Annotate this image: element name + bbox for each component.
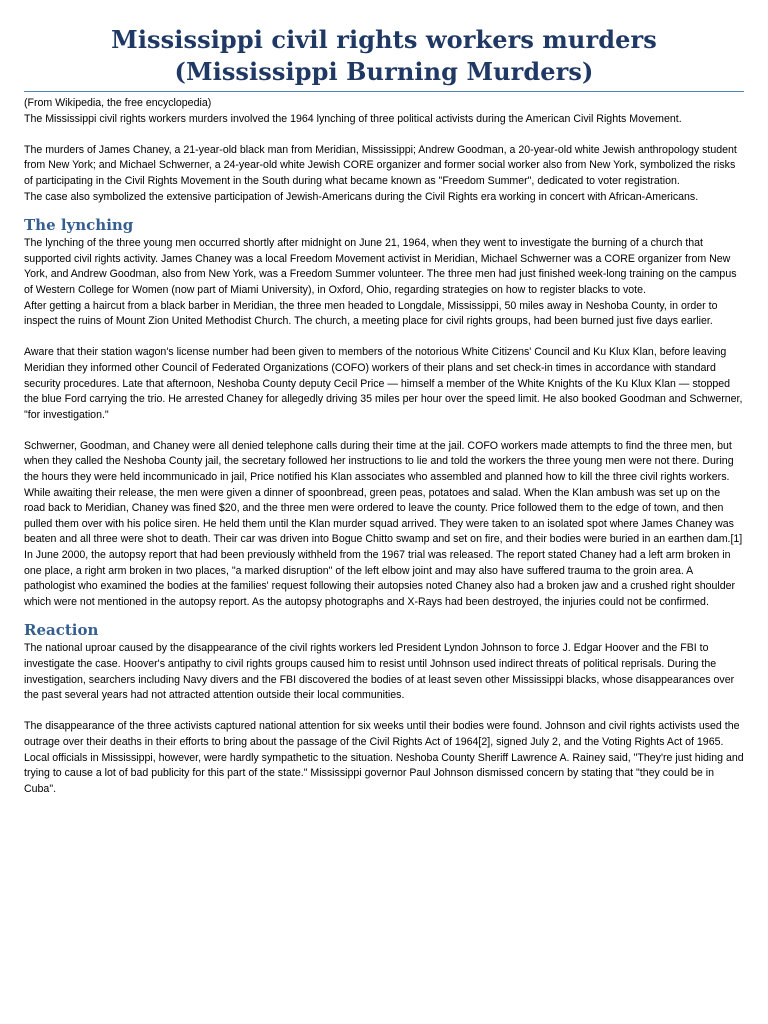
lynching-paragraph-2: After getting a haircut from a black barber in Meridian, the three men headed to Longdale, Mississippi, 50 miles away in Neshoba County, in order to inspect the ruins of Mount Zion United Methodist Church. The church, a meeting place for civil rights groups, had been burned just five days earlier.: [24, 299, 718, 328]
paragraph-gap: [24, 127, 744, 143]
intro-paragraph-1: The Mississippi civil rights workers murders involved the 1964 lynching of three political activists during the American Civil Rights Movement.: [24, 112, 682, 125]
title-line-1: Mississippi civil rights workers murders: [111, 25, 657, 54]
document-page: [24, 24, 744, 797]
lynching-paragraph-4: Schwerner, Goodman, and Chaney were all denied telephone calls during their time at the jail. COFO workers made attempts to find the three men, but when they called the Neshoba County jail, the secretary followed her instructions to lie and told the workers the three young men were not there. During the hours they were held incommunicado in jail, Price notified his Klan associates who assembled and planned how to kill the three civil rights workers.: [24, 439, 734, 484]
intro-paragraph-3: The case also symbolized the extensive participation of Jewish-Americans during the Civil Rights era working in concert with African-Americans.: [24, 190, 699, 203]
source-note: (From Wikipedia, the free encyclopedia): [24, 97, 212, 109]
paragraph-gap: [24, 423, 744, 439]
intro-paragraph-2: The murders of James Chaney, a 21-year-old black man from Meridian, Mississippi; Andrew Goodman, a 20-year-old white Jewish anthropology student from New York; and Michael Schwerner, a 24-year-old white Jewish CORE organizer and former social worker also from New York, symbolized the risks of participating in the Civil Rights Movement in the South during what became known as "Freedom Summer", dedicated to voter registration.: [24, 143, 737, 187]
lynching-paragraph-5: While awaiting their release, the men were given a dinner of spoonbread, green peas, potatoes and salad. When the Klan ambush was set up on the road back to Meridian, Chaney was fined $20, and the three men were ordered to leave the county. Price followed them to the edge of town, and then pulled them over with his police siren. He held them until the Klan murder squad arrived. They were taken to an isolated spot where James Chaney was beaten and all three were shot to death. Their car was driven into Bogue Chitto swamp and set on fire, and their bodies were buried in an earthen dam.[1] In June 2000, the autopsy report that had been previously withheld from the 1967 trial was released. The report stated Chaney had a left arm broken in one place, a right arm broken in two places, "a marked disruption" of the left elbow joint and may also have suffered trauma to the groin area. A pathologist who examined the bodies at the families' request following their autopsies noted Chaney also had a broken jaw and a crushed right shoulder which were not mentioned in the autopsy report. As the autopsy photographs and X-Rays had been destroyed, the injuries could not be confirmed.: [24, 486, 743, 608]
reaction-paragraph-2: The disappearance of the three activists captured national attention for six weeks until their bodies were found. Johnson and civil rights activists used the outrage over their deaths in their efforts to bring about the passage of the Civil Rights Act of 1964[2], signed July 2, and the Voting Rights Act of 1965.: [24, 720, 740, 748]
reaction-paragraph-1: The national uproar caused by the disappearance of the civil rights workers led President Lyndon Johnson to force J. Edgar Hoover and the FBI to investigate the case. Hoover's antipathy to civil rights groups caused him to resist until Johnson used indirect threats of political reprisals. During the investigation, searchers including Navy divers and the FBI discovered the bodies of at least seven other Mississippi blacks, whose disappearances over the past several years had not attracted attention outside their local communities.: [24, 642, 735, 702]
page-title: [24, 24, 744, 92]
section-heading-reaction: Reaction: [24, 621, 99, 640]
article-body: [24, 96, 744, 797]
section-heading-lynching: The lynching: [24, 216, 134, 235]
paragraph-gap: [24, 704, 744, 720]
lynching-paragraph-3: Aware that their station wagon's license number had been given to members of the notorious White Citizens' Council and Ku Klux Klan, before leaving Meridian they informed other Council of Federated Organizations (COFO) workers of their plans and set check-in times in accordance with standard security procedures. Late that afternoon, Neshoba County deputy Cecil Price — himself a member of the White Knights of the Ku Klux Klan — stopped the blue Ford carrying the trio. He arrested Chaney for allegedly driving 35 miles per hour over the speed limit. He also booked Goodman and Schwerner, "for investigation.": [24, 346, 743, 421]
title-line-2: (Mississippi Burning Murders): [174, 57, 594, 86]
reaction-paragraph-3: Local officials in Mississippi, however, were hardly sympathetic to the situation. Neshoba County Sheriff Lawrence A. Rainey said, "They're just hiding and trying to cause a lot of bad publicity for this part of the state." Mississippi governor Paul Johnson dismissed concern by stating that "they could be in Cuba".: [24, 751, 744, 795]
paragraph-gap: [24, 330, 744, 346]
lynching-paragraph-1: The lynching of the three young men occurred shortly after midnight on June 21, 1964, when they went to investigate the burning of a church that supported civil rights activity. James Chaney was a local Freedom Movement activist in Meridian, Michael Schwerner was a CORE organizer from New York, and Andrew Goodman, also from New York, was a Freedom Summer volunteer. The three men had just finished week-long training on the campus of Western College for Women (now part of Miami University), in Oxford, Ohio, regarding strategies on how to register blacks to vote.: [24, 237, 737, 296]
